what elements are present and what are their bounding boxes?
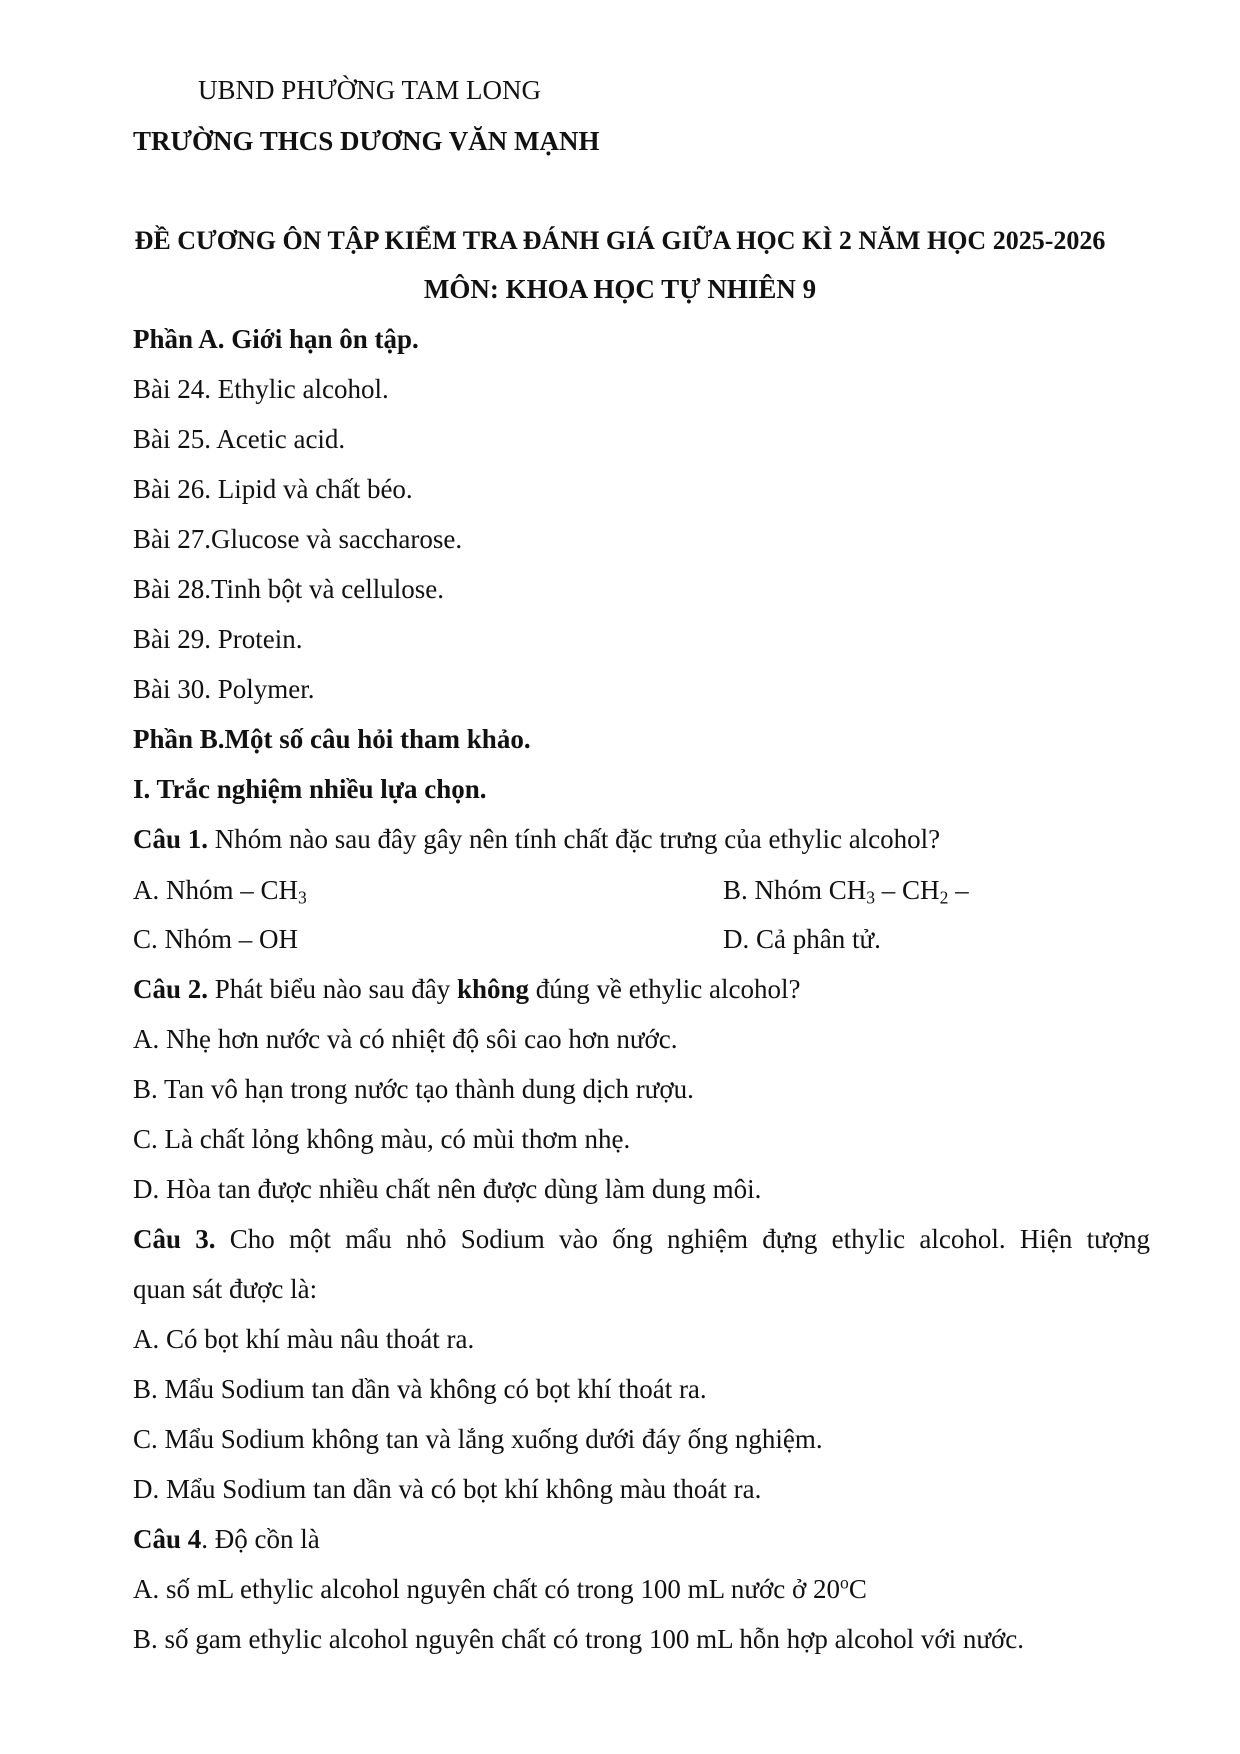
lesson-item: Bài 29. Protein. bbox=[133, 624, 303, 654]
q2-option-c: C. Là chất lỏng không màu, có mùi thơm nhẹ. bbox=[133, 1124, 631, 1154]
question-label: Câu 4 bbox=[133, 1524, 202, 1554]
q3-option-c: C. Mẩu Sodium không tan và lắng xuống dưới đáy ống nghiệm. bbox=[133, 1424, 823, 1454]
question-text: . Độ cồn là bbox=[201, 1524, 320, 1554]
question-1 bbox=[133, 822, 940, 856]
question-3 bbox=[133, 1222, 1150, 1256]
lesson-item: Bài 24. Ethylic alcohol. bbox=[133, 374, 389, 404]
question-4 bbox=[133, 1522, 320, 1556]
q3-option-a: A. Có bọt khí màu nâu thoát ra. bbox=[133, 1324, 475, 1354]
part-a-heading: Phần A. Giới hạn ôn tập. bbox=[133, 324, 419, 354]
section-heading: I. Trắc nghiệm nhiều lựa chọn. bbox=[133, 774, 487, 804]
question-label: Câu 3. bbox=[133, 1224, 216, 1254]
lesson-item: Bài 30. Polymer. bbox=[133, 674, 315, 704]
question-text: Cho một mẩu nhỏ Sodium vào ống nghiệm đựng ethylic alcohol. Hiện tượng bbox=[215, 1224, 1151, 1254]
q3-option-b: B. Mẩu Sodium tan dần và không có bọt khí thoát ra. bbox=[133, 1374, 707, 1404]
question-2: Câu 2. Phát biểu nào sau đây không đúng về ethylic alcohol? bbox=[133, 974, 801, 1004]
q1-option-a: A. Nhóm – $CH_3$ bbox=[133, 875, 307, 908]
emphasis-text: không bbox=[456, 974, 530, 1004]
q1-option-d: D. Cả phân tử. bbox=[723, 924, 881, 954]
question-label: Câu 2. bbox=[133, 974, 209, 1004]
lesson-item: Bài 27.Glucose và saccharose. bbox=[133, 524, 463, 554]
q1-options-row-2 bbox=[133, 922, 1150, 956]
q2-option-a: A. Nhẹ hơn nước và có nhiệt độ sôi cao hơn nước. bbox=[133, 1024, 678, 1054]
lesson-item: Bài 25. Acetic acid. bbox=[133, 424, 346, 454]
question-label: Câu 1. bbox=[133, 824, 209, 854]
lesson-item: Bài 26. Lipid và chất béo. bbox=[133, 474, 413, 504]
part-b-heading: Phần B.Một số câu hỏi tham khảo. bbox=[133, 724, 531, 754]
question-3-continued: quan sát được là: bbox=[133, 1274, 318, 1304]
lesson-item: Bài 28.Tinh bột và cellulose. bbox=[133, 574, 444, 604]
q1-option-c: C. Nhóm – OH bbox=[133, 924, 299, 954]
q4-option-b: B. số gam ethylic alcohol nguyên chất có trong 100 mL hỗn hợp alcohol với nước. bbox=[133, 1624, 1025, 1654]
q4-option-a: A. số mL ethylic alcohol nguyên chất có trong 100 mL nước ở 20$^o$C bbox=[133, 1572, 867, 1604]
school-name: TRƯỜNG THCS DƯƠNG VĂN MẠNH bbox=[133, 126, 600, 156]
q1-options-row-1 bbox=[133, 873, 1150, 907]
q2-option-b: B. Tan vô hạn trong nước tạo thành dung dịch rượu. bbox=[133, 1074, 694, 1104]
authority-name: UBND PHƯỜNG TAM LONG bbox=[198, 75, 542, 105]
document-title: ĐỀ CƯƠNG ÔN TẬP KIỂM TRA ĐÁNH GIÁ GIỮA HỌC KÌ 2 NĂM HỌC 2025-2026 bbox=[134, 226, 1106, 255]
question-text: Nhóm nào sau đây gây nên tính chất đặc trưng của ethylic alcohol? bbox=[208, 824, 941, 854]
q3-option-d: D. Mẩu Sodium tan dần và có bọt khí không màu thoát ra. bbox=[133, 1474, 762, 1504]
subject-title: MÔN: KHOA HỌC TỰ NHIÊN 9 bbox=[423, 274, 817, 304]
q2-option-d: D. Hòa tan được nhiều chất nên được dùng làm dung môi. bbox=[133, 1174, 762, 1204]
q1-option-b: B. Nhóm $CH_3 - CH_2$ – bbox=[723, 875, 969, 908]
